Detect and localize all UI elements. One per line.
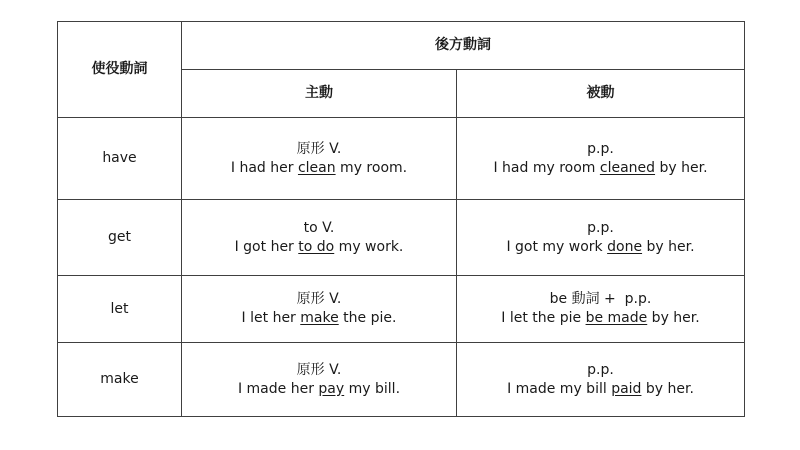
- form: to V.: [303, 219, 335, 236]
- example-underlined: cleaned: [599, 159, 656, 176]
- header-passive: 被動: [457, 70, 745, 118]
- verb-cell: get: [58, 200, 182, 276]
- table-row: [58, 343, 745, 417]
- example-post: by her.: [655, 159, 708, 176]
- table-row: [58, 200, 745, 276]
- example-post: by her.: [647, 310, 700, 326]
- table-row: [58, 276, 745, 343]
- verb-cell: have: [58, 118, 182, 200]
- active-cell: [182, 118, 457, 200]
- verb-cell: make: [58, 343, 182, 417]
- example: [457, 159, 744, 178]
- example-underlined: make: [300, 310, 339, 326]
- example-pre: I let the pie: [501, 310, 586, 326]
- example: [182, 238, 456, 257]
- table-row: [58, 118, 745, 200]
- example-post: by her.: [642, 238, 695, 255]
- example-pre: I had her: [230, 159, 298, 176]
- example-underlined: done: [607, 238, 643, 255]
- example-pre: I let her: [241, 310, 301, 326]
- form: 原形 V.: [296, 140, 342, 157]
- example-underlined: paid: [611, 380, 642, 397]
- verb-cell: let: [58, 276, 182, 343]
- passive-cell: [457, 343, 745, 417]
- example-underlined: clean: [297, 159, 336, 176]
- example: [182, 380, 456, 399]
- example-underlined: to do: [298, 238, 335, 255]
- example: [457, 309, 744, 328]
- form: p.p.: [587, 140, 614, 157]
- example: [457, 380, 744, 399]
- example-underlined: pay: [318, 380, 345, 397]
- example-pre: I got her: [234, 238, 299, 255]
- active-cell: [182, 200, 457, 276]
- example-post: my bill.: [344, 380, 401, 397]
- example-post: my room.: [335, 159, 408, 176]
- header-following: 後方動詞: [182, 22, 745, 70]
- example-pre: I made her: [237, 380, 319, 397]
- passive-cell: [457, 118, 745, 200]
- example-pre: I had my room: [493, 159, 600, 176]
- header-active: 主動: [182, 70, 457, 118]
- form: 原形 V.: [296, 361, 342, 378]
- active-cell: [182, 276, 457, 343]
- passive-cell: [457, 200, 745, 276]
- header-causative: 使役動詞: [58, 22, 182, 118]
- form: p.p.: [587, 219, 614, 236]
- example: [182, 309, 456, 328]
- example-post: by her.: [641, 380, 694, 397]
- example-post: my work.: [334, 238, 404, 255]
- passive-cell: [457, 276, 745, 343]
- active-cell: [182, 343, 457, 417]
- example-post: the pie.: [338, 310, 397, 326]
- form: be 動詞 + p.p.: [549, 291, 652, 307]
- example: [457, 238, 744, 257]
- example-pre: I got my work: [506, 238, 608, 255]
- form: p.p.: [587, 361, 614, 378]
- example: [182, 159, 456, 178]
- example-pre: I made my bill: [507, 380, 612, 397]
- causative-verbs-table: [57, 21, 745, 417]
- example-underlined: be made: [585, 310, 648, 326]
- form: 原形 V.: [296, 291, 342, 307]
